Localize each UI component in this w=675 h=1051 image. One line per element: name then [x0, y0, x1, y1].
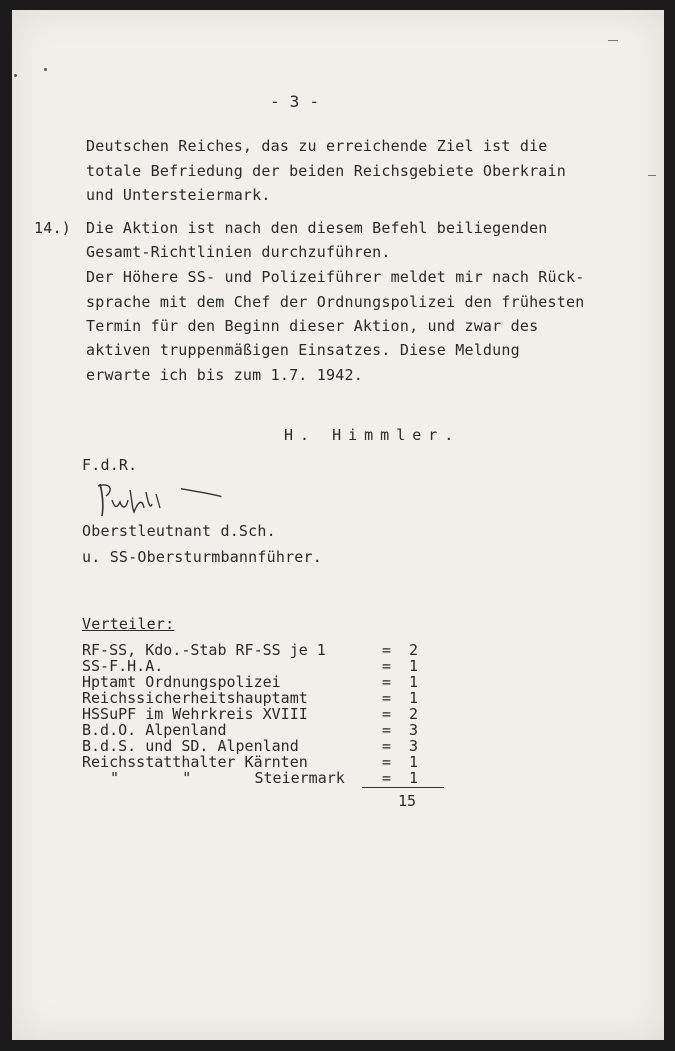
fdr-label: F.d.R.	[82, 456, 138, 474]
item-line: Der Höhere SS- und Polizeiführer meldet mir nach Rück-	[86, 268, 585, 286]
item-line: Termin für den Beginn dieser Aktion, und zwar des	[86, 317, 539, 335]
row-label: " " Steiermark	[110, 769, 345, 787]
row-equals: =	[382, 689, 392, 707]
edge-mark	[648, 175, 656, 176]
row-value: 1	[409, 753, 419, 771]
row-equals: =	[382, 673, 392, 691]
row-value: 1	[409, 689, 419, 707]
item-line: erwarte ich bis zum 1.7. 1942.	[86, 366, 363, 384]
handwritten-signature	[92, 472, 222, 522]
row-label: Hptamt Ordnungspolizei	[82, 673, 281, 691]
paragraph-line: und Untersteiermark.	[86, 186, 271, 204]
row-label: Reichsstatthalter Kärnten	[82, 753, 308, 771]
row-value: 2	[409, 705, 419, 723]
item-number: 14.)	[34, 219, 71, 237]
row-value: 2	[409, 641, 419, 659]
row-equals: =	[382, 769, 392, 787]
row-value: 3	[409, 721, 419, 739]
item-line: Gesamt-Richtlinien durchzuführen.	[86, 243, 391, 261]
paragraph-line: Deutschen Reiches, das zu erreichende Ziel ist die	[86, 137, 548, 155]
row-label: SS-F.H.A.	[82, 657, 164, 675]
row-equals: =	[382, 721, 392, 739]
row-label: B.d.O. Alpenland	[82, 721, 227, 739]
row-value: 1	[409, 657, 419, 675]
edge-mark	[14, 74, 17, 77]
page-number: - 3 -	[270, 92, 320, 111]
item-line: Die Aktion ist nach den diesem Befehl beiliegenden	[86, 219, 548, 237]
row-value: 1	[409, 769, 419, 787]
signatory-rank: Oberstleutnant d.Sch.	[82, 522, 276, 540]
document-page	[12, 10, 664, 1040]
row-equals: =	[382, 737, 392, 755]
row-equals: =	[382, 753, 392, 771]
row-equals: =	[382, 705, 392, 723]
row-label: Reichssicherheitshauptamt	[82, 689, 308, 707]
item-line: sprache mit dem Chef der Ordnungspolizei den frühesten	[86, 293, 585, 311]
row-label: B.d.S. und SD. Alpenland	[82, 737, 299, 755]
edge-mark	[44, 68, 47, 71]
paragraph-line: totale Befriedung der beiden Reichsgebiete Oberkrain	[86, 162, 566, 180]
distribution-title: Verteiler:	[82, 615, 175, 633]
row-equals: =	[382, 641, 392, 659]
row-equals: =	[382, 657, 392, 675]
signatory-title: u. SS-Obersturmbannführer.	[82, 548, 322, 566]
sum-rule	[362, 787, 444, 788]
row-label: HSSuPF im Wehrkreis XVIII	[82, 705, 308, 723]
edge-mark	[608, 40, 618, 41]
row-value: 1	[409, 673, 419, 691]
distribution-total: 15	[398, 792, 417, 810]
typed-signature: H. Himmler.	[284, 426, 461, 444]
row-label: RF-SS, Kdo.-Stab RF-SS je 1	[82, 641, 326, 659]
item-line: aktiven truppenmäßigen Einsatzes. Diese Meldung	[86, 341, 520, 359]
row-value: 3	[409, 737, 419, 755]
